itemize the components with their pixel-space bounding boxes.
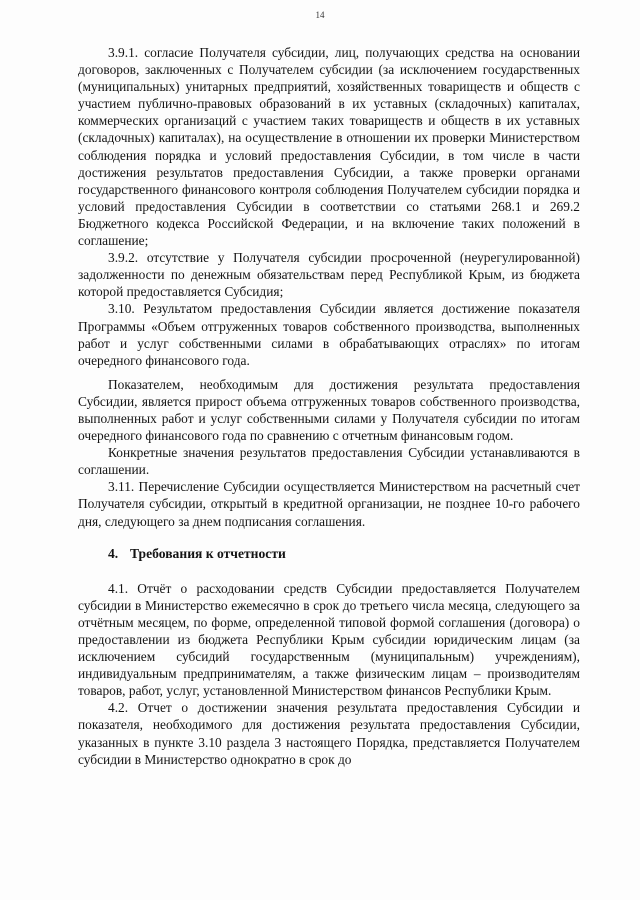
section-heading (78, 545, 580, 562)
paragraph-4-1: 4.1. Отчёт о расходовании средств Субсидии предоставляется Получателем субсидии в Министерство ежемесячно в срок до третьего числа месяца, следующего за отчётным месяцем, по форме, определенной типовой формой соглашения (договора) о предоставлении из бюджета Республики Крым субсидии юридическим лицам (за исключением субсидий государственным (муниципальным) учреждениям), индивидуальным предпринимателям, а также физическим лицам – производителям товаров, работ, услуг, установленной Министерством финансов Республики Крым. (78, 580, 580, 699)
section-number: 4. (108, 545, 119, 561)
paragraph-3-11: 3.11. Перечисление Субсидии осуществляется Министерством на расчетный счет Получателя субсидии, открытый в кредитной организации, не позднее 10-го рабочего дня, следующего за днем подписания соглашения. (78, 479, 580, 529)
paragraph-3-9-2: 3.9.2. отсутствие у Получателя субсидии просроченной (неурегулированной) задолженности по денежным обязательствам перед Республикой Крым, из бюджета которой предоставляется Субсидия; (78, 250, 580, 300)
paragraph-3-10: 3.10. Результатом предоставления Субсидии является достижение показателя Программы «Объем отгруженных товаров собственного производства, выполненных работ и услуг собственными силами в обрабатывающих отраслях» по итогам очередного финансового года. (78, 301, 580, 368)
document-body (78, 44, 580, 768)
paragraph-3-9-1: 3.9.1. согласие Получателя субсидии, лиц, получающих средства на основании договоров, заключенных с Получателем субсидии (за исключением государственных (муниципальных) унитарных предприятий, хозяйственных товариществ и обществ с участием публично-правовых образований в их уставных (складочных) капиталах, коммерческих организаций с участием таких товариществ и обществ в их уставных (складочных) капиталах), на осуществление в отношении их проверки Министерством соблюдения порядка и условий предоставления Субсидии, в том числе в части достижения результатов предоставления Субсидии, а также проверки органами государственного финансового контроля соблюдения Получателем субсидии порядка и условий предоставления Субсидии в соответствии со статьями 268.1 и 269.2 Бюджетного кодекса Российской Федерации, и на включение таких положений в соглашение; (78, 45, 580, 249)
page-number: 14 (315, 10, 325, 20)
paragraph-result-values: Конкретные значения результатов предоставления Субсидии устанавливаются в соглашении. (78, 445, 580, 478)
paragraph-indicator: Показателем, необходимым для достижения результата предоставления Субсидии, является прирост объема отгруженных товаров собственного производства, выполненных работ и услуг собственными силами у Получателя субсидии по итогам очередного финансового года по сравнению с отчетным финансовым годом. (78, 376, 580, 444)
section-title: Требования к отчетности (130, 545, 286, 561)
paragraph-4-2: 4.2. Отчет о достижении значения результата предоставления Субсидии и показателя, необходимого для достижения результата предоставления Субсидии, указанных в пункте 3.10 раздела 3 настоящего Порядка, представляется Получателем субсидии в Министерство однократно в срок до (78, 700, 580, 767)
